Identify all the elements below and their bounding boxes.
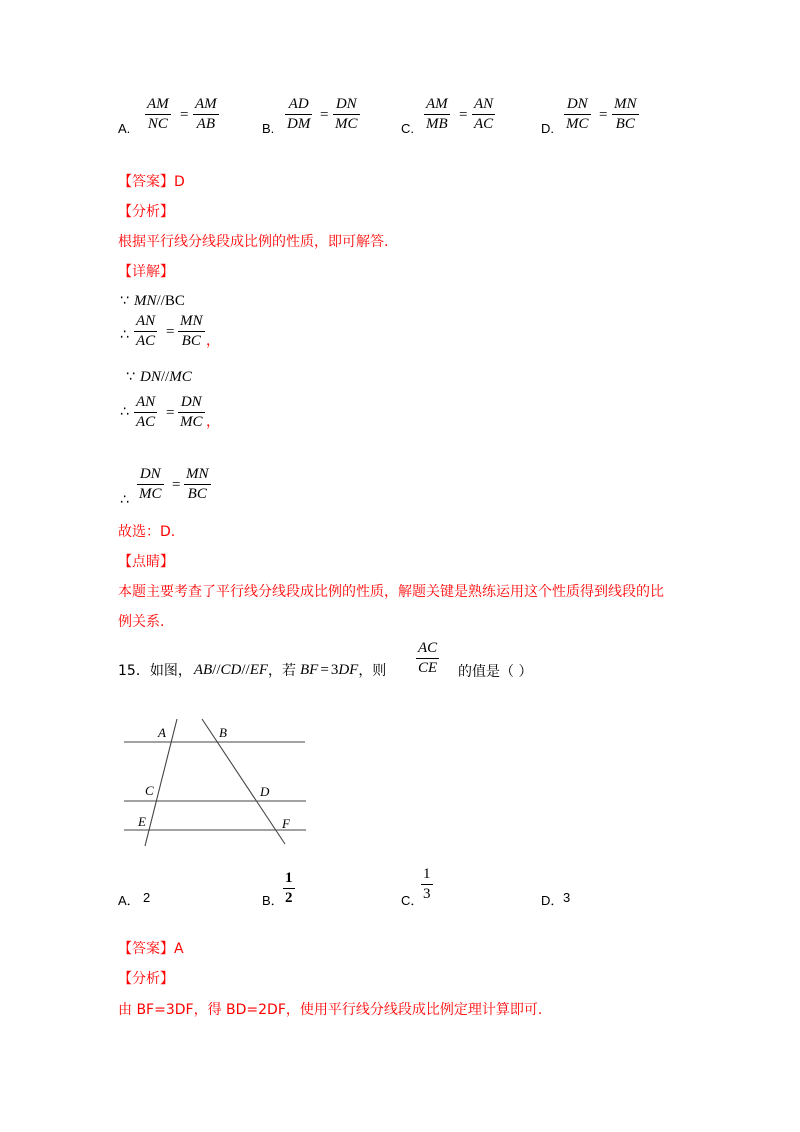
q15-answer-line: 【答案】A xyxy=(118,941,184,957)
frac-an-ac: AN AC xyxy=(136,313,156,349)
transversal-bdf xyxy=(202,719,285,844)
option-a-frac-left: AM NC xyxy=(147,96,169,132)
frac-mn-bc: MN BC xyxy=(180,313,203,349)
comment-text-line-1: 本题主要考查了平行线分线段成比例的性质，解题关键是熟练运用这个性质得到线段的比 xyxy=(118,584,664,600)
q15-option-d-value: 3 xyxy=(563,890,571,905)
q15-option-a-value: 2 xyxy=(143,890,151,905)
equals-sign: = xyxy=(166,405,175,421)
question-15-stem: 15．如图， AB // CD // EF ，若 BF = 3 DF ，则 xyxy=(118,661,387,679)
parallel-lines-figure xyxy=(120,716,310,848)
frac-dn-mc-2: DN MC xyxy=(139,466,162,502)
therefore-symbol: ∴ xyxy=(120,492,129,508)
point-b-label: B xyxy=(219,725,227,740)
point-e-label: E xyxy=(138,814,146,829)
comma: ， xyxy=(206,333,220,349)
point-a-label: A xyxy=(158,725,166,740)
comment-text-line-2: 例关系. xyxy=(118,614,165,630)
option-d-label: D. xyxy=(541,121,554,136)
equals-sign: = xyxy=(320,107,329,123)
because-line-2: ∵ DN//MC xyxy=(126,369,192,385)
q15-option-b-label: B． xyxy=(262,893,284,908)
q15-option-d-label: D． xyxy=(541,893,564,908)
therefore-symbol: ∴ xyxy=(120,327,129,343)
point-c-label: C xyxy=(145,783,154,798)
option-a-frac-right: AM AB xyxy=(195,96,217,132)
frac-ac-ce: AC CE xyxy=(418,640,438,676)
option-b-label: B. xyxy=(262,121,275,136)
point-f-label: F xyxy=(282,816,290,831)
therefore-symbol: ∴ xyxy=(120,404,129,420)
point-d-label: D xyxy=(260,784,270,799)
frac-an-ac-2: AN AC xyxy=(136,394,156,430)
option-c-frac-right: AN AC xyxy=(474,96,494,132)
because-line-1: ∵ MN//BC xyxy=(120,293,185,309)
frac-dn-mc: DN MC xyxy=(180,394,203,430)
option-b-frac-right: DN MC xyxy=(335,96,358,132)
option-d-frac-left: DN MC xyxy=(566,96,589,132)
analysis-text: 根据平行线分线段成比例的性质，即可解答. xyxy=(118,234,389,250)
conclusion: 故选：D. xyxy=(118,524,176,540)
answer-line: 【答案】D xyxy=(118,174,185,190)
option-c-frac-left: AM MB xyxy=(426,96,448,132)
analysis-heading: 【分析】 xyxy=(118,204,174,220)
option-c-label: C. xyxy=(401,121,414,136)
frac-mn-bc-2: MN BC xyxy=(186,466,209,502)
q15-option-c-label: C． xyxy=(401,893,424,908)
detail-heading: 【详解】 xyxy=(118,264,174,280)
q15-option-c-fraction: 1 3 xyxy=(423,866,431,902)
question-tail: 的值是（ ） xyxy=(458,664,533,680)
q15-option-b-fraction: 1 2 xyxy=(285,870,293,906)
option-b-frac-left: AD DM xyxy=(287,96,311,132)
comment-heading: 【点睛】 xyxy=(118,554,174,570)
equals-sign: = xyxy=(599,107,608,123)
equals-sign: = xyxy=(172,477,181,493)
equals-sign: = xyxy=(459,107,468,123)
equals-sign: = xyxy=(166,324,175,340)
option-d-frac-right: MN BC xyxy=(614,96,637,132)
q15-option-a-label: A． xyxy=(118,893,140,908)
option-a-label: A. xyxy=(118,121,131,136)
equals-sign: = xyxy=(180,107,189,123)
q15-analysis-heading: 【分析】 xyxy=(118,971,174,987)
q15-analysis-text: 由 BF=3DF，得 BD=2DF，使用平行线分线段成比例定理计算即可. xyxy=(118,1002,543,1018)
comma: ， xyxy=(206,414,220,430)
